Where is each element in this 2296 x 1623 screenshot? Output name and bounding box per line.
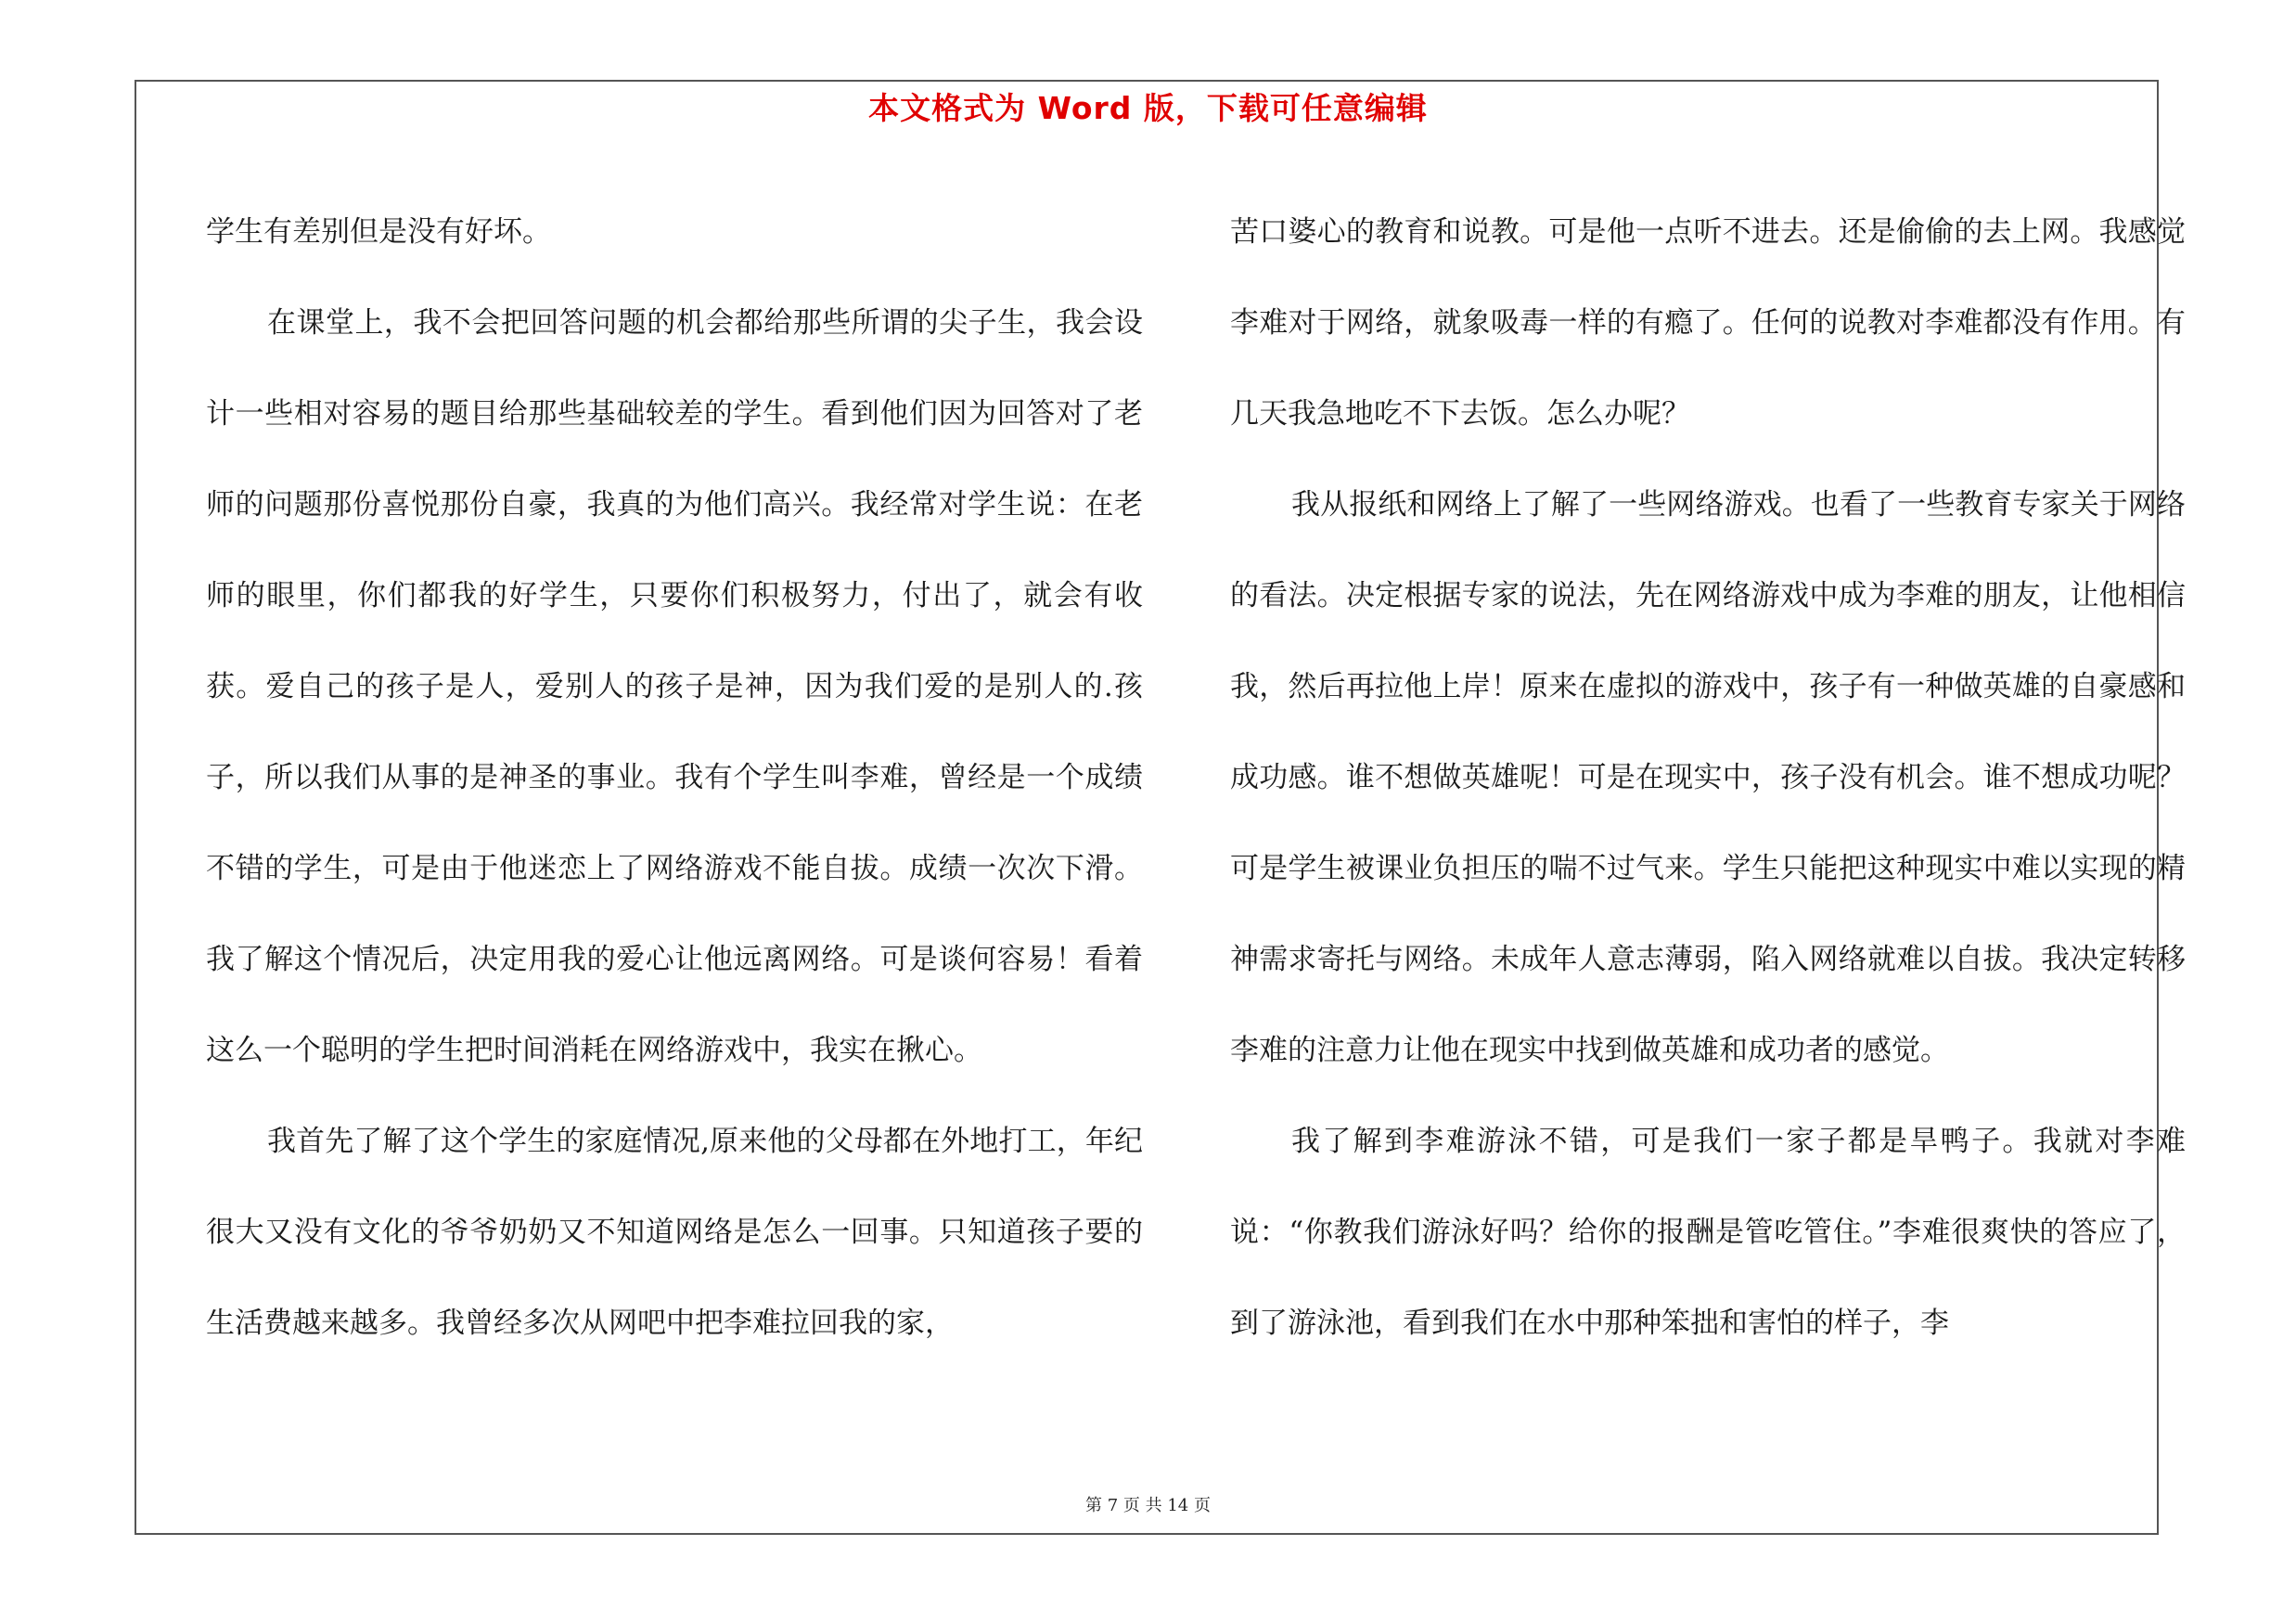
page-number-footer: 第 7 页 共 14 页 bbox=[1085, 1496, 1211, 1515]
paragraph: 我首先了解了这个学生的家庭情况,原来他的父母都在外地打工，年纪很大又没有文化的爷爷奶奶又不知道网络是怎么一回事。只知道孩子要的生活费越来越多。我曾经多次从网吧中把李难拉回我的家， bbox=[206, 1125, 1143, 1340]
paragraph: 我从报纸和网络上了解了一些网络游戏。也看了一些教育专家关于网络的看法。决定根据专家的说法，先在网络游戏中成为李难的朋友，让他相信我，然后再拉他上岸！原来在虚拟的游戏中，孩子有一种做英雄的自豪感和成功感。谁不想做英雄呢！可是在现实中，孩子没有机会。谁不想成功呢？可是学生被课业负担压的喘不过气来。学生只能把这种现实中难以实现的精神需求寄托与网络。未成年人意志薄弱，陷入网络就难以自拔。我决定转移李难的注意力让他在现实中找到做英雄和成功者的感觉。 bbox=[1230, 488, 2186, 1067]
paragraph: 我了解到李难游泳不错，可是我们一家子都是旱鸭子。我就对李难说：“你教我们游泳好吗？给你的报酬是管吃管住。”李难很爽快的答应了，到了游泳池，看到我们在水中那种笨拙和害怕的样子，李 bbox=[1230, 1125, 2186, 1340]
header-banner: 本文格式为 Word 版，下载可任意编辑 bbox=[868, 90, 1428, 126]
paragraph: 苦口婆心的教育和说教。可是他一点听不进去。还是偷偷的去上网。我感觉李难对于网络，就象吸毒一样的有瘾了。任何的说教对李难都没有作用。有几天我急地吃不下去饭。怎么办呢？ bbox=[1230, 215, 2186, 431]
paragraph: 学生有差别但是没有好坏。 bbox=[206, 215, 551, 249]
paragraph: 在课堂上，我不会把回答问题的机会都给那些所谓的尖子生，我会设计一些相对容易的题目给那些基础较差的学生。看到他们因为回答对了老师的问题那份喜悦那份自豪，我真的为他们高兴。我经常对学生说：在老师的眼里，你们都我的好学生，只要你们积极努力，付出了，就会有收获。爱自己的孩子是人，爱别人的孩子是神，因为我们爱的是别人的.孩子，所以我们从事的是神圣的事业。我有个学生叫李难，曾经是一个成绩不错的学生，可是由于他迷恋上了网络游戏不能自拔。成绩一次次下滑。我了解这个情况后，决定用我的爱心让他远离网络。可是谈何容易！看着这么一个聪明的学生把时间消耗在网络游戏中，我实在揪心。 bbox=[206, 306, 1143, 1067]
right-column bbox=[1230, 187, 2186, 1369]
left-column bbox=[206, 187, 1143, 1369]
